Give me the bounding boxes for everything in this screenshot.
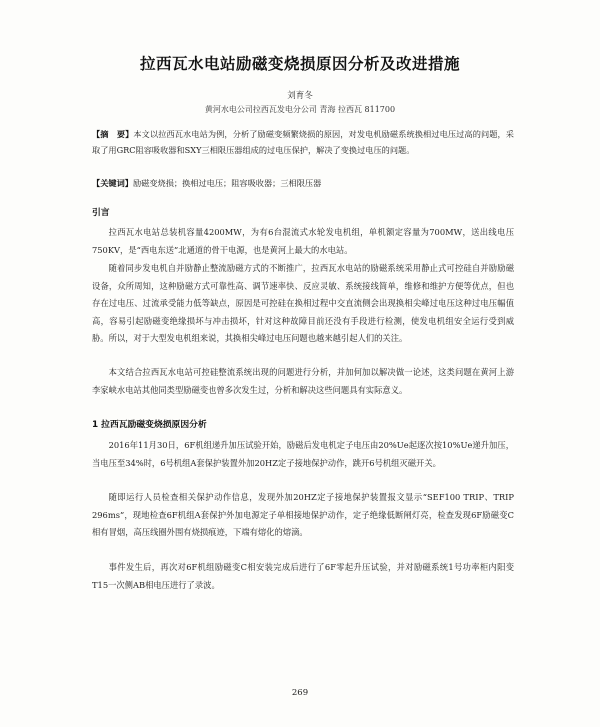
- keywords: [92, 176, 514, 191]
- abstract-text: 本文以拉西瓦水电站为例，分析了励磁变频繁烧损的原因，对发电机励磁系统换相过电压过高的问题，采取了用GRC阻容吸收器和SXY三相限压器组成的过电压保护，解决了变换过电压的问题。: [92, 129, 514, 155]
- keywords-text: 励磁变烧损；换相过电压；阻容吸收器；三相限压器: [132, 178, 322, 188]
- intro-paragraph-1: 拉西瓦水电站总装机容量4200MW，为有6台混流式水轮发电机组，单机额定容量为700MW，送出线电压750KV，是“西电东送”北通道的骨干电源，也是黄河上最大的水电站。: [92, 227, 514, 255]
- section1-paragraph-3: 事件发生后，再次对6F机组励磁变C相安装完成后进行了6F零起升压试验，并对励磁系统1号功率柜内阳变T15一次侧AB相电压进行了录波。: [92, 562, 514, 590]
- abstract: [92, 127, 514, 158]
- section1-paragraph-2: 随即运行人员检查相关保护动作信息，发现外加20HZ定子接地保护装置报文显示“SEF100 TRIP、TRIP 296ms”，现地检查6F机组A套保护外加电源定子单相接地保护动作，定子绝缘低断闸灯亮，检查发现6F励磁变C相有冒烟，高压线圈外围有烧损痕迹，下端有熔化的熔滴。: [92, 492, 514, 538]
- paper-title: 拉西瓦水电站励磁变烧损原因分析及改进措施: [139, 55, 460, 73]
- section-heading-1: 1 拉西瓦励磁变烧损原因分析: [92, 420, 207, 430]
- author-name: 刘育冬: [287, 91, 313, 101]
- intro-paragraph-3: 本文结合拉西瓦水电站可控硅整流系统出现的问题进行分析，并加何加以解决做一论述，这类问题在黄河上游李家峡水电站其他同类型励磁变也曾多次发生过，分析和解决这些问题具有实际意义。: [92, 367, 514, 395]
- page-number: 269: [291, 688, 309, 698]
- keywords-label: 【关键词】: [92, 178, 133, 188]
- section-heading-intro: 引言: [92, 208, 110, 218]
- section1-paragraph-1: 2016年11月30日，6F机组递升加压试验开始，励磁后发电机定子电压由20%Ue起逐次按10%Ue递升加压，当电压至34%时，6号机组A套保护装置外加20HZ定子接地保护动作，跳开6号机组灭磁开关。: [92, 440, 514, 468]
- abstract-label: 【摘 要】: [92, 129, 134, 139]
- intro-paragraph-2: 随着同步发电机自并励静止整流励磁方式的不断推广，拉西瓦水电站的励磁系统采用静止式可控硅自并励励磁设备，众所周知，这种励磁方式可靠性高、调节速率快、反应灵敏、系统接线简单，维修和维护方便等优点，但也存在过电压、过流承受能力低等缺点，原因是可控硅在换相过程中交直流侧会出现换相尖峰过电压这种过电压幅值高，容易引起励磁变绝缘损坏与冲击损坏，针对这种故障目前还没有手段进行检测，使发电机组安全运行受到威胁。所以，对于大型发电机组来说，其换相尖峰过电压问题也越来越引起人们的关注。: [92, 263, 514, 344]
- author-affiliation: 黄河水电公司拉西瓦发电分公司 青海 拉西瓦 811700: [204, 105, 396, 114]
